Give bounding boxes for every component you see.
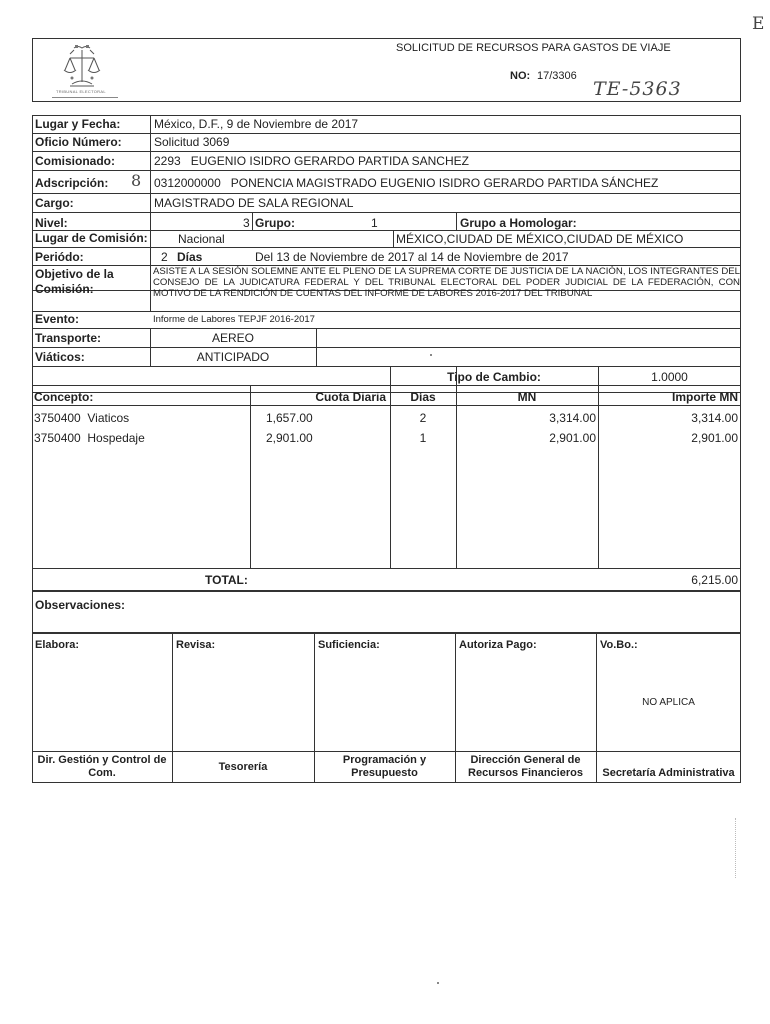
- total-label: TOTAL:: [205, 573, 248, 587]
- header-mn: MN: [517, 390, 537, 404]
- comisionado-value: 2293 EUGENIO ISIDRO GERARDO PARTIDA SANCHEZ: [154, 154, 469, 168]
- transporte-value: AEREO: [211, 331, 254, 345]
- table-row-2-importe: 2,901.00: [691, 431, 738, 445]
- table-row-2-cuota: 2,901.00: [266, 431, 313, 445]
- periodo-days-label: Días: [177, 250, 203, 264]
- periodo-range: Del 13 de Noviembre de 2017 al 14 de Noviembre de 2017: [255, 250, 569, 264]
- signature-label-vobo: Vo.Bo.:: [600, 639, 638, 651]
- nivel-value: 3: [243, 216, 250, 230]
- viaticos-value: ANTICIPADO: [196, 350, 270, 364]
- table-row-1-dias: 2: [419, 411, 427, 425]
- nivel-label: Nivel:: [35, 216, 68, 230]
- adscripcion-label: Adscripción:: [35, 176, 109, 190]
- footer-programacion-line2: Presupuesto: [351, 767, 418, 779]
- lugar-fecha-value: México, D.F., 9 de Noviembre de 2017: [154, 117, 359, 131]
- lugar-comision-value: MÉXICO,CIUDAD DE MÉXICO,CIUDAD DE MÉXICO: [396, 232, 684, 246]
- adscripcion-value: 0312000000 PONENCIA MAGISTRADO EUGENIO ISIDRO GERARDO PARTIDA SÁNCHEZ: [154, 176, 659, 190]
- total-value: 6,215.00: [691, 573, 738, 587]
- handwritten-reference: TE-5363: [593, 78, 682, 100]
- lugar-fecha-label: Lugar y Fecha:: [35, 117, 121, 131]
- header-cuota-diaria: Cuota Diaria: [315, 390, 386, 404]
- periodo-label: Periódo:: [35, 250, 84, 264]
- table-row-1-cuota: 1,657.00: [266, 411, 313, 425]
- tipo-cambio-value: 1.0000: [651, 370, 688, 384]
- table-row-1-concepto: 3750400 Viaticos: [34, 411, 130, 425]
- footer-secretaria-administrativa: Secretaría Administrativa: [602, 767, 735, 779]
- signature-label-suficiencia: Suficiencia:: [318, 639, 380, 651]
- adscripcion-handwritten-mark: 8: [131, 171, 142, 190]
- lugar-comision-type: Nacional: [178, 232, 225, 246]
- corner-handwritten-mark: E: [752, 14, 765, 34]
- footer-dir-gestion-line2: Com.: [88, 767, 116, 779]
- objetivo-label-line2: Comisión:: [35, 282, 94, 296]
- oficio-value: Solicitud 3069: [154, 135, 230, 149]
- footer-dir-gestion-line1: Dir. Gestión y Control de: [37, 754, 167, 766]
- table-row-1-importe: 3,314.00: [691, 411, 738, 425]
- header-concepto: Concepto:: [34, 390, 94, 404]
- footer-programacion-line1: Programación y: [342, 754, 427, 766]
- signature-label-elabora: Elabora:: [35, 639, 80, 651]
- evento-value: Informe de Labores TEPJF 2016-2017: [153, 314, 315, 325]
- oficio-label: Oficio Número:: [35, 135, 122, 149]
- scan-edge-mark: [735, 818, 736, 878]
- form-title: SOLICITUD DE RECURSOS PARA GASTOS DE VIAJE: [396, 42, 671, 54]
- table-row-2-dias: 1: [419, 431, 427, 445]
- observaciones-label: Observaciones:: [35, 598, 126, 612]
- logo-caption: TRIBUNAL ELECTORAL: [56, 89, 106, 94]
- viaticos-label: Viáticos:: [35, 350, 85, 364]
- tipo-cambio-label: Tipo de Cambio:: [447, 370, 541, 384]
- evento-label: Evento:: [35, 312, 80, 326]
- footer-tesoreria: Tesorería: [218, 761, 268, 773]
- header-dias: Días: [410, 390, 436, 404]
- cargo-label: Cargo:: [35, 196, 74, 210]
- no-label: NO:: [510, 70, 531, 82]
- header-importe-mn: Importe MN: [672, 390, 738, 404]
- table-row-2-concepto: 3750400 Hospedaje: [34, 431, 145, 445]
- objetivo-value: ASISTE A LA SESIÓN SOLEMNE ANTE EL PLENO DE LA SUPREMA CORTE DE JUSTICIA DE LA NACIÓN, LOS INTEGRANTES DEL CONSEJO DE LA JUDICATURA FEDERAL Y DEL TRIBUNAL ELECTORAL DEL PODER JUDICIAL DE LA FEDERACIÓN, CON MOTIVO DE LA RENDICIÓN DE CUENTAS DEL INFORME DE LABORES 2016-2017 DEL TRIBUNAL: [153, 266, 740, 299]
- signature-label-revisa: Revisa:: [176, 639, 216, 651]
- periodo-days: 2: [161, 250, 168, 264]
- objetivo-label-line1: Objetivo de la: [35, 267, 114, 281]
- cargo-value: MAGISTRADO DE SALA REGIONAL: [154, 196, 354, 210]
- no-aplica-stamp: NO APLICA: [642, 697, 695, 708]
- footer-direccion-general-line2: Recursos Financieros: [468, 767, 583, 779]
- comisionado-label: Comisionado:: [35, 154, 115, 168]
- grupo-homologar-label: Grupo a Homologar:: [460, 216, 577, 230]
- signature-label-autoriza-pago: Autoriza Pago:: [459, 639, 537, 651]
- scan-speck: [430, 354, 432, 356]
- table-row-1-mn: 3,314.00: [549, 411, 596, 425]
- table-row-2-mn: 2,901.00: [549, 431, 596, 445]
- transporte-label: Transporte:: [35, 331, 102, 345]
- lugar-comision-label: Lugar de Comisión:: [35, 231, 148, 245]
- observaciones-box: [32, 591, 741, 633]
- footer-direccion-general-line1: Dirección General de: [470, 754, 581, 766]
- grupo-value: 1: [371, 216, 378, 230]
- grupo-label: Grupo:: [255, 216, 295, 230]
- scan-speck-bottom: [437, 982, 439, 984]
- no-value: 17/3306: [537, 70, 577, 82]
